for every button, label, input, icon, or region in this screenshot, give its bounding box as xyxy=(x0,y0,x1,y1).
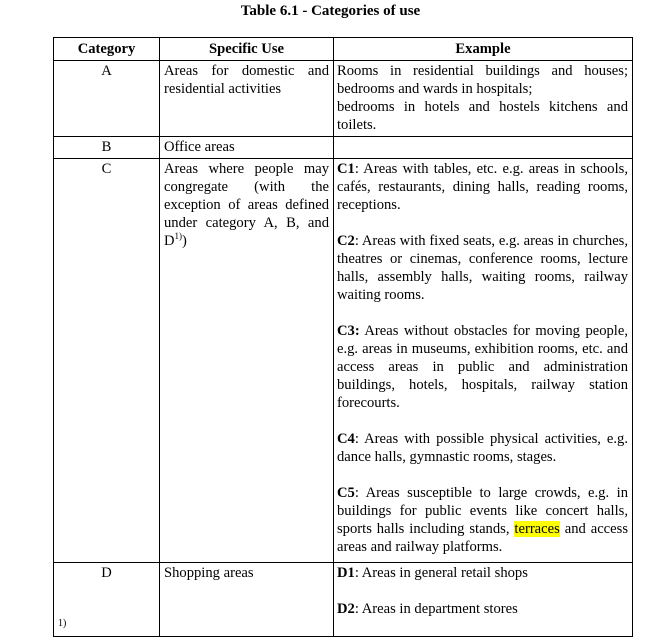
example-paragraph xyxy=(337,232,628,304)
example-code: C5 xyxy=(337,485,355,501)
table-row xyxy=(54,563,633,637)
header-specific-use: Specific Use xyxy=(160,38,334,61)
categories-table xyxy=(53,37,633,637)
specific-use-cell: Shopping areas xyxy=(160,563,334,637)
example-line: Rooms in residential buildings and houses; xyxy=(337,63,628,79)
category-cell: C xyxy=(54,159,160,563)
example-text: and access areas and railway platforms. xyxy=(337,521,628,555)
specific-use-cell: Office areas xyxy=(160,137,334,159)
example-text: : Areas with possible physical activities, e.g. dance halls, gymnastic rooms, stages. xyxy=(337,431,628,465)
example-paragraph xyxy=(337,160,628,214)
example-line: bedrooms in hotels and hostels kitchens and toilets. xyxy=(337,99,628,133)
example-code: D2 xyxy=(337,601,355,617)
example-text: : Areas in department stores xyxy=(354,601,518,617)
example-cell xyxy=(334,159,633,563)
example-line: bedrooms and wards in hospitals; xyxy=(337,81,533,97)
footnote-marker xyxy=(53,619,66,629)
example-cell xyxy=(334,61,633,137)
table-title: Table 6.1 - Categories of use xyxy=(240,3,421,19)
example-code: C1 xyxy=(337,161,355,177)
table-row xyxy=(54,137,633,159)
category-cell: D xyxy=(54,563,160,637)
example-code: D1 xyxy=(337,565,355,581)
footnote-ref: 1) xyxy=(174,231,183,242)
category-cell: A xyxy=(54,61,160,137)
example-code: C3: xyxy=(337,323,360,339)
example-text: Areas without obstacles for moving people, e.g. areas in museums, exhibition rooms, etc. and access areas in public and administration buildings, hotels, hospitals, railway station forecourts. xyxy=(337,323,628,411)
example-text: : Areas with fixed seats, e.g. areas in churches, theatres or cinemas, conference rooms, lecture halls, assembly halls, waiting rooms, railway waiting rooms. xyxy=(337,233,628,303)
example-paragraph xyxy=(337,322,628,412)
header-example: Example xyxy=(334,38,633,61)
example-text: : Areas with tables, etc. e.g. areas in schools, cafés, restaurants, dining halls, reading rooms, receptions. xyxy=(337,161,628,213)
example-text: : Areas in general retail shops xyxy=(354,565,528,581)
example-text: : Areas susceptible to large crowds, e.g. in buildings for public events like concert halls, sports halls including stands, xyxy=(337,485,628,537)
example-paragraph xyxy=(337,430,628,466)
header-category: Category xyxy=(54,38,160,61)
use-text: Areas where people may congregate (with the exception of areas defined under category A, B, and D xyxy=(164,161,329,249)
highlighted-text: terraces xyxy=(514,521,560,537)
example-paragraph xyxy=(337,564,628,582)
footnote-label: 1) xyxy=(58,618,67,629)
use-text-end: ) xyxy=(182,233,187,249)
table-header-row xyxy=(54,38,633,61)
table-row xyxy=(54,61,633,137)
example-paragraph xyxy=(337,600,628,618)
specific-use-cell xyxy=(160,159,334,563)
example-code: C4 xyxy=(337,431,355,447)
specific-use-cell: Areas for domestic and residential activities xyxy=(160,61,334,137)
example-code: C2 xyxy=(337,233,355,249)
example-cell xyxy=(334,563,633,637)
example-cell xyxy=(334,137,633,159)
example-paragraph xyxy=(337,484,628,556)
category-cell: B xyxy=(54,137,160,159)
table-row xyxy=(54,159,633,563)
